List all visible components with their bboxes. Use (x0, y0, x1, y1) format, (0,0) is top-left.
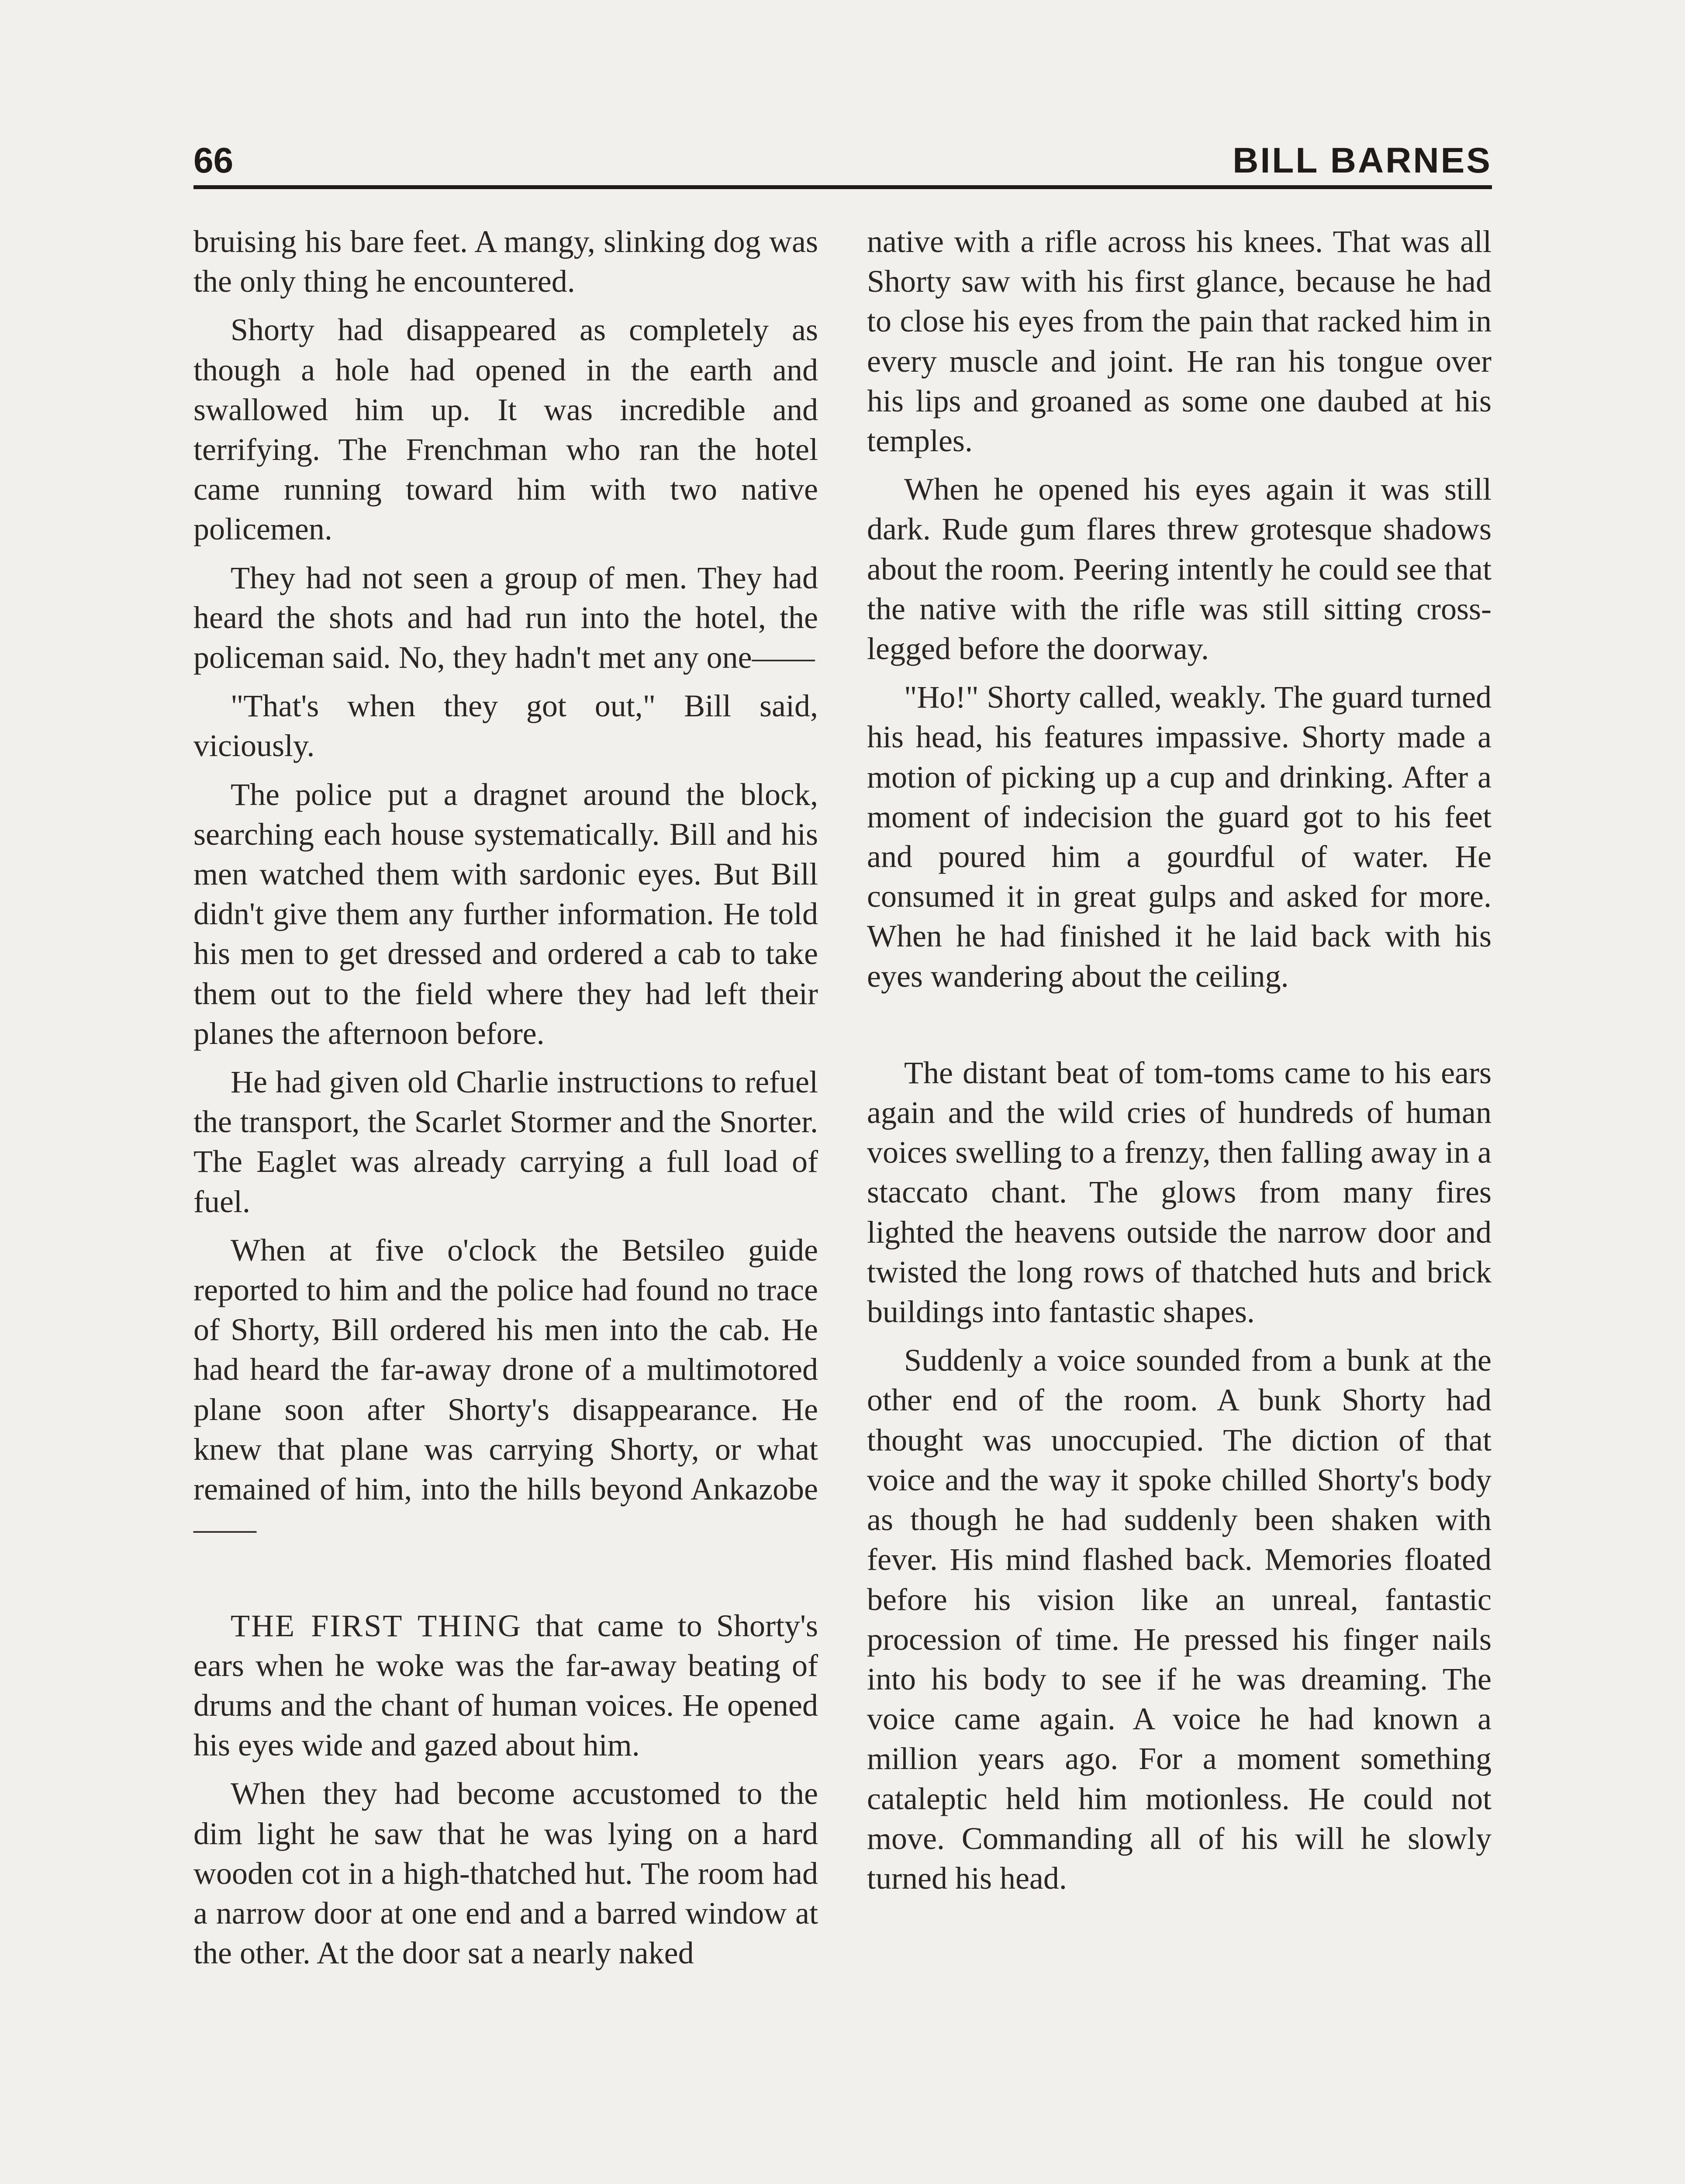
paragraph: native with a rifle across his knees. That was all Shorty saw with his first glance, because he had to close his eyes from the pain that racked him in every muscle and joint. He ran his tongue over his lips and groaned as some one daubed at his temples. (867, 224, 1492, 459)
page-header (193, 139, 1492, 190)
paragraph: When they had become accustomed to the dim light he saw that he was lying on a hard wooden cot in a high-thatched hut. The room had a narrow door at one end and a barred window at the other. At the door sat a nearly naked (193, 1776, 818, 1971)
paragraph: He had given old Charlie instructions to refuel the transport, the Scarlet Stormer and the Snorter. The Eaglet was already carrying a full load of fuel. (193, 1064, 818, 1219)
right-column (867, 222, 1492, 1907)
header-rule (193, 185, 1492, 189)
section-opening-text: that came to Shorty's ears when he woke was the far-away beating of drums and the chant of human voices. He opened his eyes wide and gazed about him. (193, 1608, 818, 1763)
section-lead-in: THE FIRST THING (231, 1608, 522, 1643)
section-opening-paragraph (193, 1606, 818, 1766)
paragraph: "That's when they got out," Bill said, viciously. (193, 688, 818, 764)
paragraph: They had not seen a group of men. They had heard the shots and had run into the hotel, the policeman said. No, they hadn't met any one—— (193, 560, 818, 675)
paragraph: Suddenly a voice sounded from a bunk at the other end of the room. A bunk Shorty had thought was unoccupied. The diction of that voice and the way it spoke chilled Shorty's body as though he had suddenly been shaken with fever. His mind flashed back. Memories floated before his vision like an unreal, fantastic procession of time. He pressed his finger nails into his body to see if he was dreaming. The voice came again. A voice he had known a million years ago. For a moment something cataleptic held him motionless. He could not move. Commanding all of his will he slowly turned his head. (867, 1343, 1492, 1896)
paragraph: bruising his bare feet. A mangy, slinking dog was the only thing he encountered. (193, 224, 818, 299)
section-break (193, 1558, 818, 1606)
paragraph: The police put a dragnet around the block, searching each house systematically. Bill and his men watched them with sardonic eyes. But Bill didn't give them any further information. He told his men to get dressed and ordered a cab to take them out to the field where they had left their planes the afternoon before. (193, 777, 818, 1051)
paragraph: Shorty had disappeared as completely as though a hole had opened in the earth and swallowed him up. It was incredible and terrifying. The Frenchman who ran the hotel came running toward him with two native policemen. (193, 312, 818, 547)
left-column (193, 222, 818, 1982)
paragraph: "Ho!" Shorty called, weakly. The guard turned his head, his features impassive. Shorty made a motion of picking up a cup and drinking. After a moment of indecision the guard got to his feet and poured him a gourdful of water. He consumed it in great gulps and asked for more. When he had finished it he laid back with his eyes wandering about the ceiling. (867, 680, 1492, 994)
paragraph: When at five o'clock the Betsileo guide reported to him and the police had found no trace of Shorty, Bill ordered his men into the cab. He had heard the far-away drone of a multimotored plane soon after Shorty's disappearance. He knew that plane was carrying Shorty, or what remained of him, into the hills beyond Ankazobe—— (193, 1232, 818, 1547)
running-head: BILL BARNES (1233, 141, 1492, 180)
section-break (867, 1005, 1492, 1053)
page-number: 66 (193, 141, 234, 180)
paragraph: When he opened his eyes again it was still dark. Rude gum flares threw grotesque shadows about the room. Peering intently he could see that the native with the rifle was still sitting cross-legged before the doorway. (867, 472, 1492, 667)
paragraph: The distant beat of tom-toms came to his ears again and the wild cries of hundreds of human voices swelling to a frenzy, then falling away in a staccato chant. The glows from many fires lighted the heavens outside the narrow door and twisted the long rows of thatched huts and brick buildings into fantastic shapes. (867, 1055, 1492, 1330)
